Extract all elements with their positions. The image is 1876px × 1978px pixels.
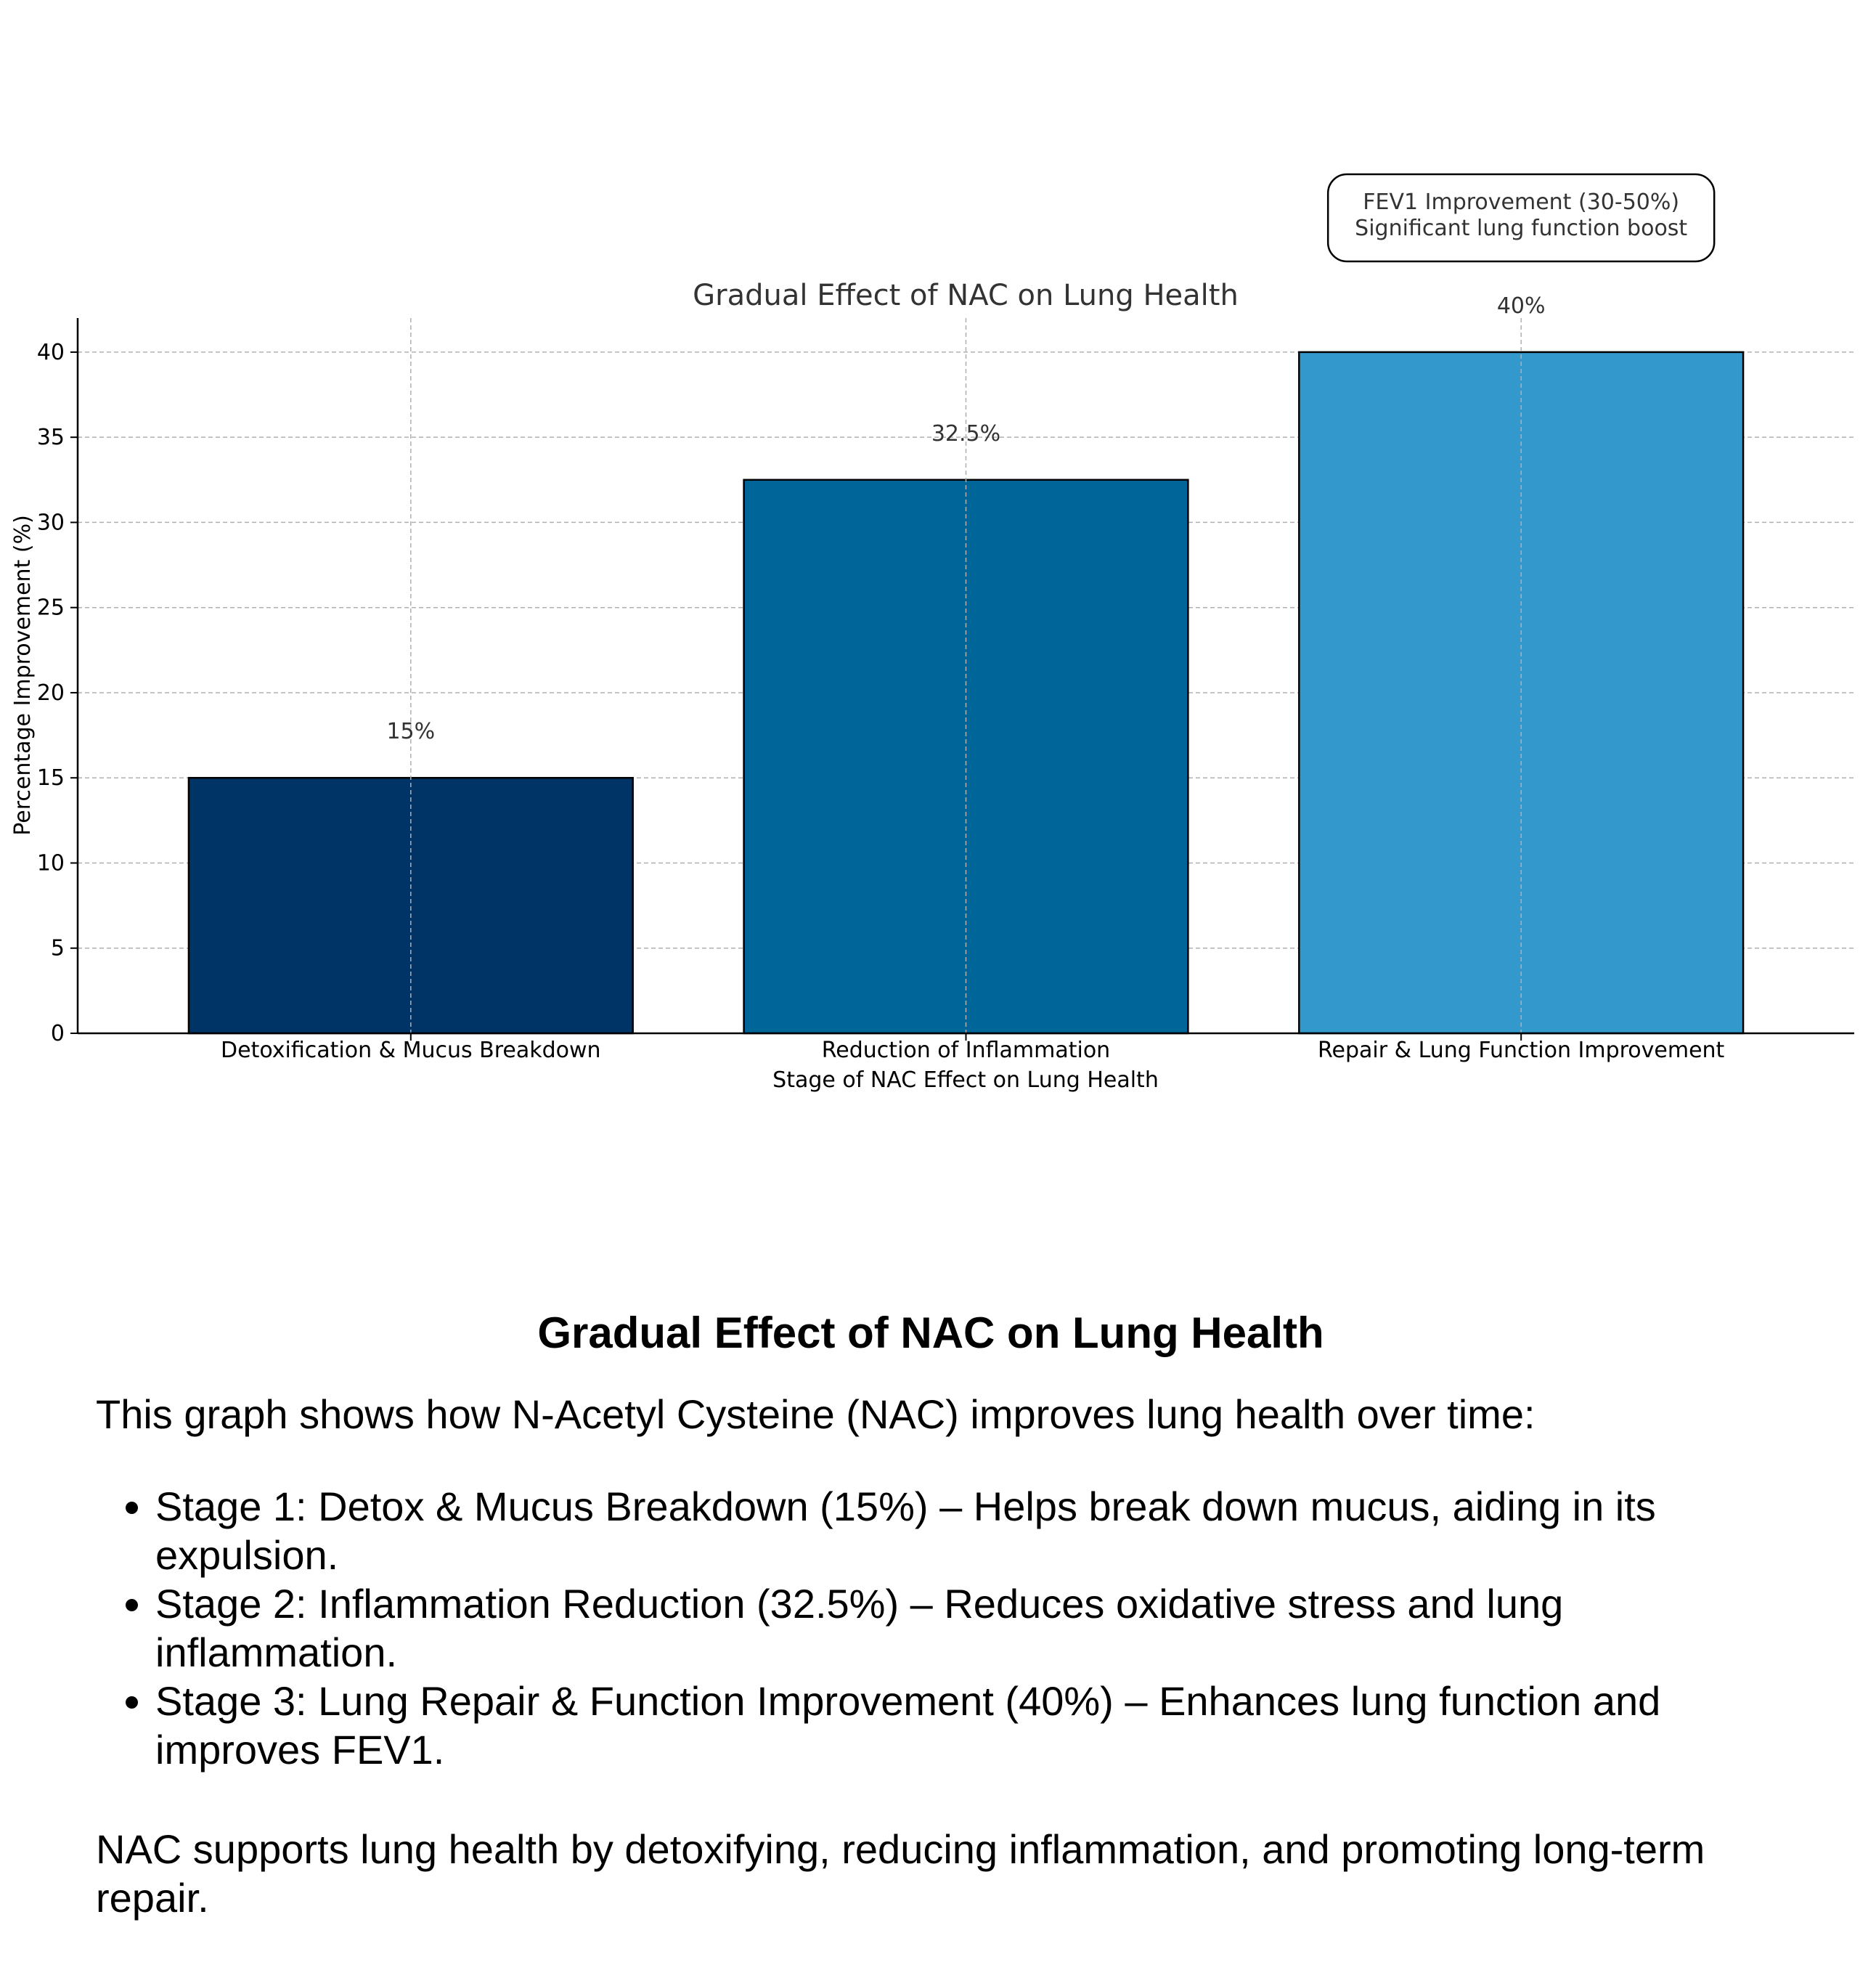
y-tick-label: 20: [36, 680, 65, 706]
y-axis-label: Percentage Improvement (%): [10, 515, 36, 836]
value-label: 40%: [1496, 293, 1546, 319]
conclusion-text: NAC supports lung health by detoxifying, reducing inflammation, and promoting long-term repair.: [96, 1826, 1705, 1921]
description-section: [96, 1307, 1766, 1922]
x-ticks: [221, 1033, 1725, 1063]
x-tick-label: Reduction of Inflammation: [821, 1038, 1111, 1063]
y-tick-label: 35: [36, 425, 65, 451]
y-tick-label: 5: [50, 935, 65, 961]
description-heading: Gradual Effect of NAC on Lung Health: [537, 1309, 1324, 1357]
annotation-line-2: Significant lung function boost: [1355, 216, 1688, 241]
stage-item-2: • Stage 2: Inflammation Reduction (32.5%) – Reduces oxidative stress and lung inflammation.: [155, 1579, 1766, 1677]
y-tick-label: 30: [36, 510, 65, 536]
y-tick-label: 25: [36, 595, 65, 621]
x-axis-label: Stage of NAC Effect on Lung Health: [772, 1067, 1159, 1093]
y-tick-label: 0: [50, 1021, 65, 1046]
annotation-line-1: FEV1 Improvement (30-50%): [1363, 190, 1680, 215]
y-tick-label: 15: [36, 765, 65, 791]
x-tick-label: Repair & Lung Function Improvement: [1318, 1038, 1725, 1063]
value-label: 15%: [386, 719, 436, 745]
stage-list: [96, 1482, 1766, 1774]
value-label: 32.5%: [931, 420, 1001, 447]
x-tick-label: Detoxification & Mucus Breakdown: [221, 1038, 601, 1063]
intro-text: This graph shows how N-Acetyl Cysteine (NAC) improves lung health over time:: [96, 1391, 1536, 1437]
annotation-box: [1328, 174, 1714, 261]
y-ticks: [37, 340, 78, 1046]
chart-title: Gradual Effect of NAC on Lung Health: [693, 279, 1239, 312]
y-tick-label: 10: [36, 850, 65, 876]
y-tick-label: 40: [36, 339, 65, 365]
stage-item-3: • Stage 3: Lung Repair & Function Improvement (40%) – Enhances lung function and improves FEV1.: [155, 1677, 1766, 1774]
stage-item-1: • Stage 1: Detox & Mucus Breakdown (15%) – Helps break down mucus, aiding in its expulsion.: [155, 1482, 1766, 1579]
